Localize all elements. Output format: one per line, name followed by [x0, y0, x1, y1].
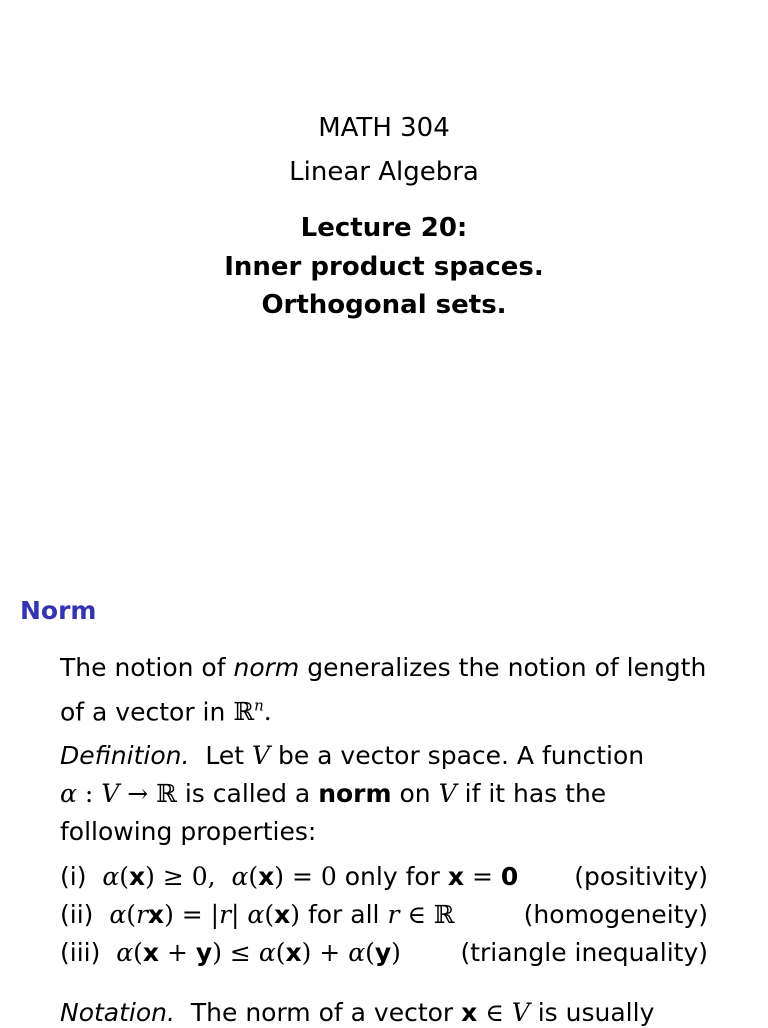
- frame-title: Norm: [20, 596, 97, 625]
- notation-label: Notation.: [60, 998, 175, 1027]
- notation-end: is usually: [537, 998, 655, 1027]
- property-ii-name: (homogeneity): [523, 900, 708, 929]
- property-ii-domain: r ∈ ℝ: [387, 900, 455, 929]
- property-ii-text: for all: [307, 900, 380, 929]
- lecture-topic-1: Inner product spaces.: [224, 252, 544, 282]
- definition-text-e: if it has the: [464, 779, 607, 808]
- property-iii-label: (iii): [60, 938, 101, 967]
- definition-line-3: following properties:: [60, 817, 317, 846]
- math-V: V: [251, 741, 271, 770]
- property-ii: [60, 900, 455, 930]
- property-i-text: only for: [344, 862, 440, 891]
- property-i: [60, 862, 518, 892]
- norm-slide: [0, 560, 768, 1027]
- math-alpha-map: α : V → ℝ: [60, 779, 177, 808]
- intro-text-c: of a vector in: [60, 697, 226, 727]
- definition-norm-word: norm: [318, 779, 392, 808]
- intro-norm-word: norm: [233, 653, 300, 682]
- property-iii-formula: α(x + y) ≤ α(x) + α(y): [116, 938, 401, 967]
- property-iii: [60, 938, 401, 968]
- definition-line-2: [60, 779, 606, 809]
- property-i-formula-b: x = 0: [447, 862, 519, 891]
- definition-label: Definition.: [60, 741, 190, 770]
- property-i-formula-a: α(x) ≥ 0, α(x) = 0: [102, 862, 337, 891]
- definition-text-a: Let: [205, 741, 244, 770]
- intro-line-1: [60, 653, 706, 683]
- property-ii-label: (ii): [60, 900, 94, 929]
- notation-formula: x ∈ V: [461, 998, 530, 1027]
- definition-text-c: is called a: [184, 779, 311, 808]
- property-ii-formula: α(rx) = |r| α(x): [109, 900, 300, 929]
- math-V2: V: [438, 779, 457, 808]
- property-iii-name: (triangle inequality): [460, 938, 708, 967]
- property-i-name: (positivity): [574, 862, 708, 891]
- intro-line-2: [60, 691, 272, 727]
- property-i-label: (i): [60, 862, 87, 891]
- notation-text: The norm of a vector: [190, 998, 454, 1027]
- intro-text-a: The notion of: [60, 653, 226, 682]
- intro-text-b: generalizes the notion of length: [307, 653, 707, 682]
- definition-text-b: be a vector space. A function: [277, 741, 645, 770]
- lecture-number: Lecture 20:: [300, 213, 468, 243]
- course-subject: Linear Algebra: [289, 157, 479, 187]
- course-code: MATH 304: [318, 113, 450, 143]
- definition-text-d: on: [399, 779, 431, 808]
- rn-symbol: ℝ$^n$.: [233, 697, 272, 727]
- lecture-topic-2: Orthogonal sets.: [261, 290, 507, 320]
- definition-line-1: [60, 741, 644, 771]
